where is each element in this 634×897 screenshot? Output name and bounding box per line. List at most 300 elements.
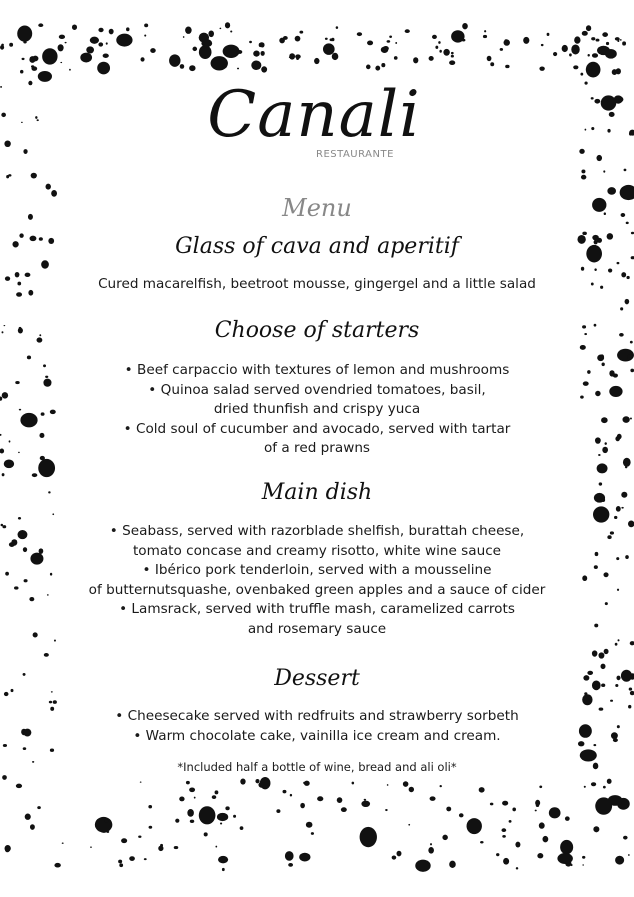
speckle (260, 777, 271, 789)
speckle (415, 860, 430, 872)
speckle (189, 65, 195, 71)
speckle (560, 840, 573, 855)
speckle (187, 809, 194, 817)
speckle (516, 867, 519, 869)
speckle (95, 817, 112, 833)
speckle (443, 49, 449, 56)
speckle (614, 516, 617, 519)
speckle (276, 809, 280, 813)
speckle (409, 787, 414, 792)
speckle (624, 169, 627, 172)
speckle (230, 31, 232, 33)
speckle (9, 43, 13, 47)
speckle (118, 860, 122, 864)
speckle (20, 70, 23, 74)
speckle (37, 806, 41, 809)
speckle (215, 790, 219, 794)
included-note: *Included half a bottle of wine, bread and ali oli* (177, 760, 457, 774)
speckle (27, 355, 31, 359)
speckle (183, 36, 185, 38)
speckle (237, 68, 239, 70)
speckle (596, 155, 602, 161)
speckle (90, 37, 99, 44)
speckle (584, 786, 586, 788)
speckle (381, 63, 385, 67)
speckle (442, 835, 448, 840)
speckle (65, 42, 67, 43)
speckle (98, 42, 103, 46)
speckle (592, 650, 598, 656)
speckle (580, 345, 586, 350)
speckle (439, 50, 441, 53)
speckle (571, 864, 573, 866)
speckle (582, 856, 585, 859)
speckle (375, 66, 380, 71)
speckle (323, 43, 335, 55)
speckle (295, 54, 301, 58)
speckle (218, 856, 228, 863)
list-item: • Ibérico pork tenderloin, served with a mousseline (142, 562, 492, 579)
speckle (615, 643, 618, 646)
speckle (208, 30, 214, 37)
section-title-dessert: Dessert (274, 666, 360, 691)
speckle (52, 513, 54, 515)
speckle (180, 64, 185, 69)
speckle (283, 790, 287, 793)
speckle (5, 845, 11, 852)
speckle (72, 24, 77, 29)
speckle (600, 354, 604, 359)
speckle (595, 797, 612, 814)
speckle (144, 858, 147, 860)
speckle (537, 853, 543, 858)
speckle (581, 175, 586, 180)
speckle (408, 824, 410, 826)
speckle (30, 824, 35, 830)
speckle (622, 41, 626, 45)
speckle (490, 62, 494, 66)
speckle (32, 473, 38, 477)
list-item: • Lamsrack, served with truffle mash, caramelized carrots (119, 601, 515, 618)
speckle (98, 28, 103, 32)
speckle (553, 52, 557, 56)
speckle (158, 846, 163, 852)
speckle (539, 785, 542, 788)
speckle (620, 307, 623, 310)
main-list (0, 522, 634, 640)
speckle (562, 45, 568, 52)
speckle (223, 64, 227, 68)
speckle (140, 57, 144, 61)
speckle (357, 32, 362, 36)
speckle (106, 42, 108, 44)
speckle (283, 36, 288, 40)
speckle (54, 863, 60, 868)
speckle (261, 51, 265, 56)
speckle (116, 34, 132, 47)
speckle (512, 808, 516, 812)
speckle (288, 863, 293, 867)
speckle (325, 38, 328, 40)
speckle (582, 31, 588, 36)
section-title-main: Main dish (261, 480, 373, 505)
speckle (435, 46, 438, 49)
speckle (515, 842, 520, 848)
speckle (395, 42, 397, 44)
speckle (211, 56, 228, 70)
list-item: • Warm chocolate cake, vainilla ice cream and cream. (133, 727, 501, 744)
speckle (593, 826, 599, 832)
speckle (59, 35, 65, 39)
speckle (429, 56, 434, 61)
list-item: and rosemary sauce (247, 620, 387, 637)
speckle (352, 782, 355, 785)
speckle (249, 41, 252, 43)
speckle (565, 816, 570, 821)
speckle (306, 822, 313, 828)
speckle (366, 65, 371, 70)
speckle (539, 822, 545, 828)
menu-title: Menu (282, 194, 352, 222)
speckle (591, 782, 596, 786)
speckle (580, 73, 583, 76)
speckle (23, 41, 26, 43)
speckle (403, 781, 409, 787)
speckle (80, 53, 92, 63)
list-item: • Seabass, served with razorblade shelfish, burattah cheese, (109, 523, 525, 539)
speckle (41, 260, 49, 268)
speckle (194, 797, 196, 799)
speckle (46, 184, 51, 190)
speckle (602, 32, 608, 37)
speckle (581, 267, 584, 271)
speckle (109, 29, 114, 35)
speckle (149, 826, 153, 829)
speckle (571, 44, 579, 54)
speckle (541, 44, 544, 46)
speckle (598, 652, 604, 658)
speckle (2, 775, 7, 780)
speckle (440, 785, 442, 787)
speckle (413, 57, 418, 63)
speckle (503, 858, 509, 865)
speckle (364, 799, 366, 801)
speckle (189, 787, 195, 792)
list-item: of a red prawns (263, 440, 371, 457)
speckle (396, 851, 401, 857)
speckle (612, 69, 617, 75)
speckle (387, 784, 389, 786)
speckle (479, 787, 485, 793)
speckle (603, 170, 605, 172)
speckle (567, 843, 571, 846)
speckle (623, 458, 631, 467)
speckle (430, 843, 432, 845)
speckle (569, 53, 572, 56)
speckle (46, 57, 52, 61)
speckle (233, 815, 236, 818)
speckle (451, 55, 454, 58)
speckle (509, 820, 512, 823)
speckle (617, 40, 619, 42)
speckle (53, 700, 57, 704)
list-item: of butternutsquashe, ovenbaked green apples and a sauce of cider (88, 581, 546, 598)
speckle (467, 818, 482, 834)
speckle (225, 22, 230, 28)
speckle (86, 46, 94, 53)
speckle (459, 813, 464, 817)
aperitif-item: Cured macarelfish, beetroot mousse, gingergel and a little salad (98, 276, 536, 292)
speckle (299, 31, 303, 34)
list-item: tomato concase and creamy risotto, white wine sauce (132, 542, 502, 559)
speckle (630, 641, 634, 645)
speckle (42, 48, 57, 64)
speckle (557, 853, 572, 864)
speckle (588, 65, 593, 70)
speckle (617, 262, 620, 264)
speckle (223, 45, 240, 58)
speckle (600, 47, 602, 49)
speckle (360, 827, 377, 847)
speckle (25, 814, 31, 820)
speckle (17, 25, 32, 41)
speckle (50, 749, 54, 752)
speckle (504, 39, 507, 42)
speckle (192, 47, 197, 51)
speckle (623, 836, 628, 840)
speckle (392, 856, 397, 860)
speckle (4, 459, 14, 468)
speckle (23, 747, 26, 750)
speckle (121, 838, 127, 843)
speckle (260, 42, 264, 47)
speckle (605, 49, 617, 59)
speckle (582, 864, 584, 865)
speckle (337, 797, 343, 803)
speckle (582, 694, 592, 705)
restaurant-subtitle: RESTAURANTE (316, 149, 394, 160)
speckle (300, 803, 305, 808)
list-item: • Beef carpaccio with textures of lemon and mushrooms (124, 362, 510, 378)
speckle (317, 796, 323, 801)
speckle (591, 37, 595, 40)
speckle (199, 806, 216, 824)
speckle (303, 782, 305, 784)
speckle (596, 39, 600, 42)
speckle (140, 781, 142, 782)
speckle (103, 53, 109, 57)
speckle (240, 826, 244, 830)
speckle (151, 50, 154, 53)
list-item: dried thunfish and crispy yuca (213, 401, 421, 418)
speckle (496, 853, 499, 856)
list-item: • Quinoa salad served ovendried tomatoes, basil, (148, 381, 486, 398)
speckle (449, 861, 456, 868)
speckle (105, 819, 109, 823)
speckle (60, 62, 62, 63)
speckle (438, 41, 440, 44)
speckle (212, 795, 217, 799)
speckle (542, 836, 548, 842)
speckle (240, 778, 245, 784)
speckle (32, 56, 38, 62)
speckle (610, 700, 613, 702)
speckle (592, 53, 598, 58)
speckle (341, 807, 347, 812)
speckle (62, 843, 64, 844)
speckle (604, 649, 609, 654)
speckle (505, 65, 509, 68)
restaurant-logo: Canali (207, 78, 421, 152)
speckle (215, 846, 217, 848)
speckle (199, 45, 212, 59)
speckle (295, 36, 301, 42)
speckle (336, 26, 338, 29)
speckle (616, 506, 621, 512)
speckle (90, 846, 92, 847)
speckle (138, 836, 141, 838)
speckle (31, 66, 37, 71)
speckle (594, 268, 596, 271)
speckle (405, 29, 410, 33)
speckle (383, 46, 389, 51)
speckle (462, 23, 468, 29)
speckle (220, 28, 222, 30)
speckle (535, 800, 540, 806)
speckle (174, 846, 179, 849)
speckle (225, 806, 229, 810)
speckle (4, 692, 9, 696)
speckle (627, 354, 633, 359)
speckle (44, 653, 49, 657)
speckle (603, 786, 606, 789)
speckle (8, 174, 11, 177)
speckle (451, 52, 454, 54)
speckle (129, 856, 135, 861)
speckle (38, 459, 55, 477)
speckle (484, 30, 486, 32)
speckle (314, 58, 319, 64)
speckle (523, 37, 529, 44)
speckle (69, 69, 71, 71)
speckle (487, 56, 492, 61)
speckle (311, 832, 314, 835)
speckle (119, 863, 123, 867)
speckle (502, 801, 508, 806)
speckle (607, 779, 612, 784)
speckle (449, 60, 455, 65)
speckle (593, 506, 609, 522)
speckle (49, 701, 52, 704)
speckle (31, 173, 37, 179)
speckle (547, 33, 550, 36)
speckle (285, 851, 294, 861)
speckle (1, 44, 4, 47)
speckle (331, 38, 334, 42)
speckle (480, 841, 484, 843)
speckle (428, 847, 434, 854)
speckle (625, 299, 630, 305)
speckle (430, 796, 436, 800)
speckle (501, 828, 506, 832)
speckle (597, 463, 608, 473)
speckle (18, 517, 21, 520)
speckle (169, 54, 180, 66)
list-item: • Cheesecake served with redfruits and strawberry sorbeth (115, 708, 519, 724)
speckle (490, 803, 494, 806)
speckle (51, 691, 53, 692)
speckle (126, 27, 129, 31)
speckle (222, 868, 225, 871)
speckle (618, 639, 620, 641)
starters-list (0, 361, 634, 459)
speckle (54, 640, 56, 642)
speckle (389, 35, 392, 37)
speckle (446, 807, 451, 812)
speckle (462, 39, 466, 42)
speckle (38, 23, 43, 27)
speckle (332, 53, 339, 60)
speckle (620, 39, 622, 41)
speckle (608, 268, 612, 272)
section-title-starters: Choose of starters (214, 318, 420, 343)
speckle (432, 35, 437, 39)
speckle (175, 819, 179, 823)
speckle (179, 797, 184, 802)
speckle (144, 23, 148, 27)
speckle (361, 801, 370, 807)
speckle (574, 36, 580, 43)
speckle (606, 42, 609, 45)
speckle (387, 40, 391, 43)
speckle (186, 781, 190, 784)
speckle (549, 807, 561, 818)
speckle (217, 813, 228, 821)
dessert-list (0, 707, 634, 746)
speckle (190, 820, 194, 823)
speckle (385, 809, 388, 811)
speckle (500, 48, 503, 51)
speckle (2, 473, 5, 476)
speckle (58, 44, 64, 51)
speckle (588, 54, 590, 57)
speckle (97, 62, 110, 75)
speckle (573, 65, 578, 69)
speckle (204, 832, 208, 836)
speckle (290, 794, 292, 797)
speckle (185, 27, 192, 34)
section-title-aperitif: Glass of cava and aperitif (175, 234, 459, 259)
speckle (586, 62, 601, 78)
speckle (144, 35, 146, 37)
speckle (394, 56, 398, 60)
speckle (289, 53, 295, 59)
speckle (502, 835, 506, 838)
speckle (539, 66, 544, 70)
speckle (261, 66, 267, 72)
speckle (615, 856, 624, 865)
speckle (220, 822, 222, 824)
speckle (299, 853, 310, 862)
speckle (253, 50, 260, 56)
speckle (148, 805, 152, 808)
speckle (367, 40, 373, 45)
speckle (22, 58, 25, 60)
speckle (586, 25, 591, 31)
speckle (16, 784, 22, 788)
speckle (255, 779, 259, 783)
list-item: • Cold soul of cucumber and avocado, served with tartar (123, 420, 511, 437)
